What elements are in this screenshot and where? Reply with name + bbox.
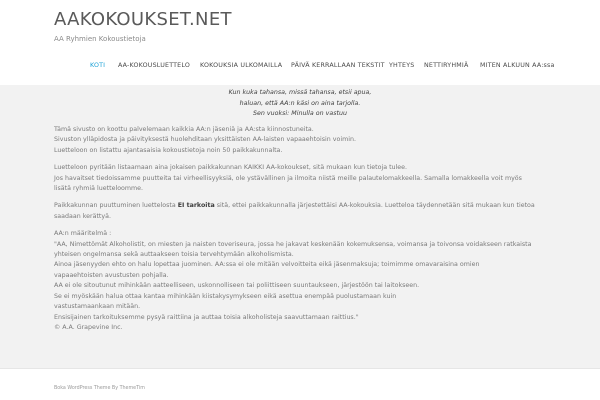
text-line: lisätä ryhmiä luetteloomme. (54, 185, 144, 193)
site-footer (0, 368, 600, 400)
main-content (0, 85, 600, 368)
text-line: Jos havaitset tiedoissamme puutteita tai virheellisyyksiä, ole ystävällinen ja ilmoita niistä meille palautelomakkeella. Samalla lomakkeella voit myös (54, 174, 522, 182)
text-line: "AA, Nimettömät Alkoholistit, on miesten ja naisten toveriseura, jossa he jakavat keskenään kokemuksensa, voimansa ja toivonsa voidakseen ratkaista (54, 240, 532, 248)
emphasis-text: EI tarkoita (177, 202, 215, 210)
text-segment: sitä, ettei paikkakunnalla järjestettäisi AA-kokouksia. Luetteloa täydennetään sitä mukaan kun tietoa (214, 202, 535, 210)
intro-paragraph (54, 125, 554, 156)
text-line: AA ei ole sitoutunut mihinkään aatteelliseen, uskonnolliseen tai poliittiseen suuntaukseen, järjestöön tai laitokseen. (54, 282, 420, 290)
aa-definition-paragraph (54, 229, 554, 333)
missing-locations-paragraph (54, 201, 554, 222)
text-line: Se ei myöskään halua ottaa kantaa mihinkään kiistakysymykseen eikä asettua enempää puolustamaan kuin (54, 292, 397, 300)
text-line: Ainoa jäsenyyden ehto on halu lopettaa juominen. AA:ssa ei ole mitään velvoitteita eikä jäsenmaksuja; toimimme omavaraisina omien (54, 261, 480, 269)
listing-paragraph (54, 163, 554, 194)
nav-item-paiva-kerrallaan-tekstit[interactable]: PÄIVÄ KERRALLAAN TEKSTIT (291, 62, 385, 69)
quote-line: Kun kuka tahansa, missä tahansa, etsii apua, (228, 89, 372, 96)
nav-item-miten-alkuun[interactable]: MITEN ALKUUN AA:ssa (480, 62, 555, 69)
text-line: vastustamaankaan mitään. (54, 303, 141, 311)
nav-item-nettiryhmia[interactable]: NETTIRYHMIÄ (424, 62, 469, 69)
text-segment: Paikkakunnan puuttuminen luettelosta (54, 202, 178, 210)
definition-heading: AA:n määritelmä : (54, 230, 112, 238)
main-navigation (0, 62, 600, 73)
quote (0, 88, 600, 120)
text-line: saadaan kerättyä. (54, 212, 111, 220)
text-line: Luetteloon pyritään listaamaan aina jokaisen paikkakunnan KAIKKI AA-kokoukset, sitä mukaan kun tietoja tulee. (54, 164, 408, 172)
copyright-line: © A.A. Grapevine Inc. (54, 323, 123, 331)
nav-item-yhteys[interactable]: YHTEYS (389, 62, 415, 69)
text-line: Sivuston ylläpidosta ja päivityksestä huolehditaan yksittäisten AA-laisten vapaaehtoisin voimin. (54, 136, 356, 144)
nav-item-kokouksia-ulkomailla[interactable]: KOKOUKSIA ULKOMAILLA (200, 62, 283, 69)
article-body (54, 125, 554, 340)
text-line: Ensisijainen tarkoituksemme pysyä raittiina ja auttaa toisia alkoholisteja saavuttamaan raittius." (54, 313, 359, 321)
text-line: Luetteloon on listattu ajantasaisia kokoustietoja noin 50 paikkakunnalta. (54, 146, 283, 154)
quote-line: haluan, että AA:n käsi on aina tarjolla. (239, 99, 361, 107)
site-title[interactable]: AAKOKOUKSET.NET (54, 9, 232, 30)
site-header (0, 0, 600, 85)
text-line: Tämä sivusto on koottu palvelemaan kaikkia AA:n jäseniä ja AA:sta kiinnostuneita. (54, 126, 314, 133)
text-line: yhteisen ongelmansa sekä auttaakseen toisia tervehtymään alkoholismista. (54, 251, 294, 259)
footer-credit-link[interactable]: Boka WordPress Theme By ThemeTim (54, 386, 145, 391)
site-description: AA Ryhmien Kokoustietoja (54, 35, 146, 43)
nav-item-aa-kokousluettelo[interactable]: AA-KOKOUSLUETTELO (118, 62, 190, 69)
quote-line: Sen vuoksi: Minulla on vastuu (253, 110, 347, 118)
text-line (54, 201, 554, 211)
text-line: vapaaehtoisten avustusten pohjalla. (54, 271, 169, 279)
nav-item-koti[interactable]: KOTI (90, 62, 106, 69)
